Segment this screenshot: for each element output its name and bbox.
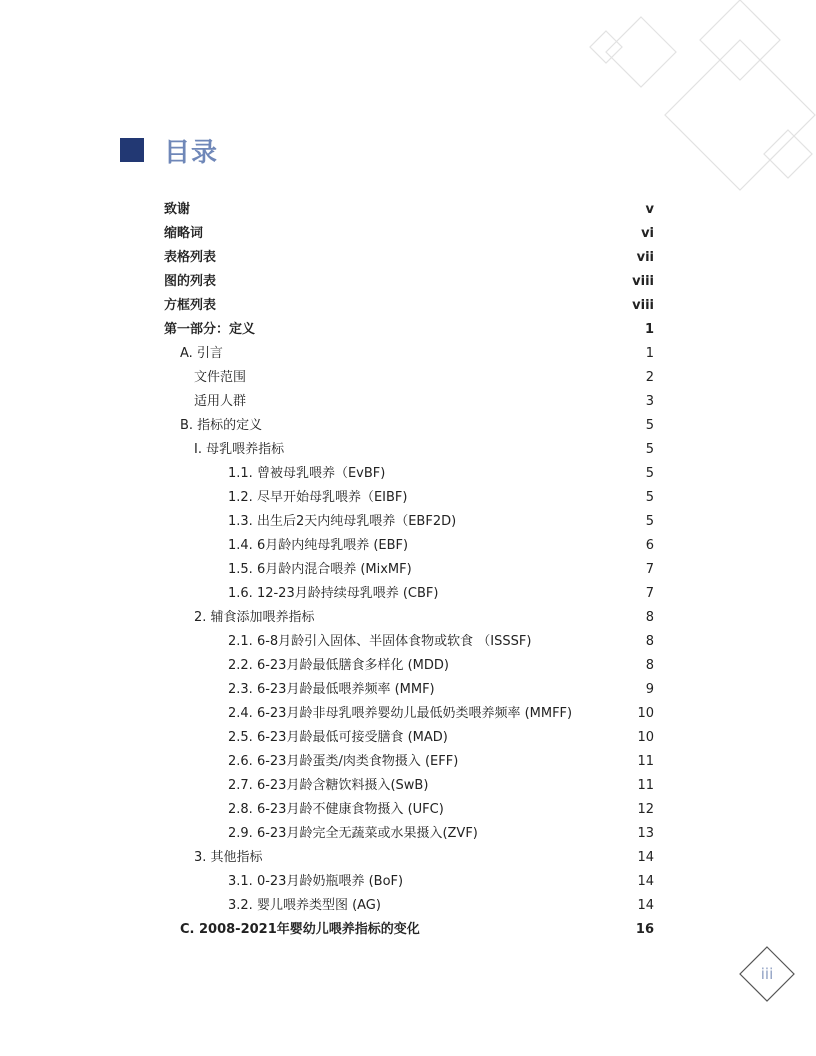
toc-entry-title: 致谢 xyxy=(164,202,191,217)
toc-entry[interactable] xyxy=(164,294,654,318)
toc-entry-page: 5 xyxy=(645,490,654,505)
toc-entry[interactable] xyxy=(164,222,654,246)
toc-entry-page: 5 xyxy=(645,418,654,433)
toc-entry-page: 14 xyxy=(637,850,654,865)
toc-entry-title: A. 引言 xyxy=(180,346,223,361)
toc-entry-title: 3.1. 0-23月龄奶瓶喂养 (BoF) xyxy=(228,874,404,889)
toc-entry-title: 图的列表 xyxy=(164,274,217,289)
toc-entry-page: 14 xyxy=(637,874,654,889)
toc-entry-title: 1.6. 12-23月龄持续母乳喂养 (CBF) xyxy=(228,586,439,601)
toc-entry-title: C. 2008-2021年婴幼儿喂养指标的变化 xyxy=(180,922,420,937)
toc-entry[interactable] xyxy=(228,702,654,726)
toc-entry-title: 第一部分：定义 xyxy=(164,322,256,337)
toc-entry-page: 7 xyxy=(645,562,654,577)
large-diamond-outline xyxy=(665,40,815,190)
toc-entry[interactable] xyxy=(228,894,654,918)
toc-entry-title: 方框列表 xyxy=(164,298,217,313)
toc-entry[interactable] xyxy=(228,534,654,558)
toc-entry-page: 8 xyxy=(645,658,654,673)
toc-entry[interactable] xyxy=(164,270,654,294)
toc-entry-page: 1 xyxy=(645,346,654,361)
toc-entry[interactable] xyxy=(164,246,654,270)
page-number: iii xyxy=(760,965,774,983)
toc-entry-title: 1.1. 曾被母乳喂养（EvBF) xyxy=(228,466,386,481)
toc-entry[interactable] xyxy=(228,750,654,774)
toc-entry-page: vi xyxy=(641,226,654,241)
small-diamond-outline xyxy=(590,31,622,63)
toc-entry-title: 1.5. 6月龄内混合喂养 (MixMF) xyxy=(228,562,412,577)
toc-entry[interactable] xyxy=(228,870,654,894)
toc-entry[interactable] xyxy=(228,582,654,606)
toc-entry-page: 5 xyxy=(645,442,654,457)
toc-entry-page: 12 xyxy=(637,802,654,817)
toc-entry-title: B. 指标的定义 xyxy=(180,418,263,433)
toc-entry-page: 10 xyxy=(637,730,654,745)
toc-entry-title: I. 母乳喂养指标 xyxy=(194,442,285,457)
toc-entry-title: 缩略词 xyxy=(164,226,204,241)
toc-entry-page: 11 xyxy=(637,754,654,769)
toc-entry-page: 8 xyxy=(645,610,654,625)
toc-heading xyxy=(120,136,219,168)
toc-entry-page: viii xyxy=(632,298,654,313)
toc-entry-page: 3 xyxy=(645,394,654,409)
toc-entry[interactable] xyxy=(228,462,654,486)
toc-entry[interactable] xyxy=(228,822,654,846)
toc-entry[interactable] xyxy=(164,198,654,222)
toc-entry[interactable] xyxy=(228,726,654,750)
toc-entry-page: 14 xyxy=(637,898,654,913)
toc-entry[interactable] xyxy=(194,366,654,390)
page-title: 目录 xyxy=(164,137,219,168)
toc-entry-title: 2.8. 6-23月龄不健康食物摄入 (UFC) xyxy=(228,802,444,817)
toc-entry[interactable] xyxy=(194,606,654,630)
toc-entry-title: 2.9. 6-23月龄完全无蔬菜或水果摄入(ZVF) xyxy=(228,826,478,841)
toc-entry[interactable] xyxy=(228,678,654,702)
corner-diamond-pattern xyxy=(0,0,816,200)
toc-entry-page: vii xyxy=(636,250,654,265)
toc-entry-page: 11 xyxy=(637,778,654,793)
toc-entry[interactable] xyxy=(228,654,654,678)
toc-entry[interactable] xyxy=(194,438,654,462)
toc-entry[interactable] xyxy=(194,390,654,414)
toc-entry-page: 13 xyxy=(637,826,654,841)
toc-entry[interactable] xyxy=(164,318,654,342)
toc-entry-title: 1.3. 出生后2天内纯母乳喂养（EBF2D) xyxy=(228,514,457,529)
toc-entry-page: 6 xyxy=(645,538,654,553)
toc-entry-page: v xyxy=(645,202,654,217)
toc-entry-title: 2.4. 6-23月龄非母乳喂养婴幼儿最低奶类喂养频率 (MMFF) xyxy=(228,706,573,721)
toc-entry-page: 5 xyxy=(645,514,654,529)
toc-entry-page: 8 xyxy=(645,634,654,649)
toc-entry[interactable] xyxy=(228,630,654,654)
toc-entry-title: 2.2. 6-23月龄最低膳食多样化 (MDD) xyxy=(228,658,449,673)
toc-entry-page: 16 xyxy=(635,922,654,937)
toc-entry-title: 2.1. 6-8月龄引入固体、半固体食物或软食 （ISSSF) xyxy=(228,634,532,649)
toc-entry-title: 2. 辅食添加喂养指标 xyxy=(194,610,315,625)
toc-entry-title: 2.5. 6-23月龄最低可接受膳食 (MAD) xyxy=(228,730,448,745)
toc-entry[interactable] xyxy=(228,774,654,798)
toc-entry-title: 1.2. 尽早开始母乳喂养（EIBF) xyxy=(228,490,408,505)
toc-entry-page: 9 xyxy=(645,682,654,697)
toc-entry-title: 1.4. 6月龄内纯母乳喂养 (EBF) xyxy=(228,538,409,553)
toc-entry[interactable] xyxy=(228,558,654,582)
toc-entry[interactable] xyxy=(194,846,654,870)
toc-entry-title: 2.6. 6-23月龄蛋类/肉类食物摄入 (EFF) xyxy=(228,754,459,769)
toc-entry[interactable] xyxy=(180,918,654,942)
toc-entry-page: 1 xyxy=(644,322,654,337)
toc-entry-title: 2.3. 6-23月龄最低喂养频率 (MMF) xyxy=(228,682,435,697)
toc-entry-title: 表格列表 xyxy=(164,250,217,265)
toc-entry-page: viii xyxy=(632,274,654,289)
toc-entry-page: 10 xyxy=(637,706,654,721)
toc-entry-title: 2.7. 6-23月龄含糖饮料摄入(SwB) xyxy=(228,778,429,793)
toc-entry-title: 3. 其他指标 xyxy=(194,850,263,865)
toc-entry-page: 2 xyxy=(645,370,654,385)
toc-entry[interactable] xyxy=(228,486,654,510)
toc-entry-title: 3.2. 婴儿喂养类型图 (AG) xyxy=(228,898,381,913)
toc-entry-title: 适用人群 xyxy=(194,394,247,409)
toc-entry[interactable] xyxy=(228,798,654,822)
toc-entry-page: 7 xyxy=(645,586,654,601)
toc-entry-title: 文件范围 xyxy=(194,370,247,385)
toc-entry[interactable] xyxy=(180,342,654,366)
toc-entry-page: 5 xyxy=(645,466,654,481)
toc-entry[interactable] xyxy=(228,510,654,534)
heading-square-icon xyxy=(120,138,144,162)
toc-entry[interactable] xyxy=(180,414,654,438)
small-diamond-outline xyxy=(764,130,812,178)
